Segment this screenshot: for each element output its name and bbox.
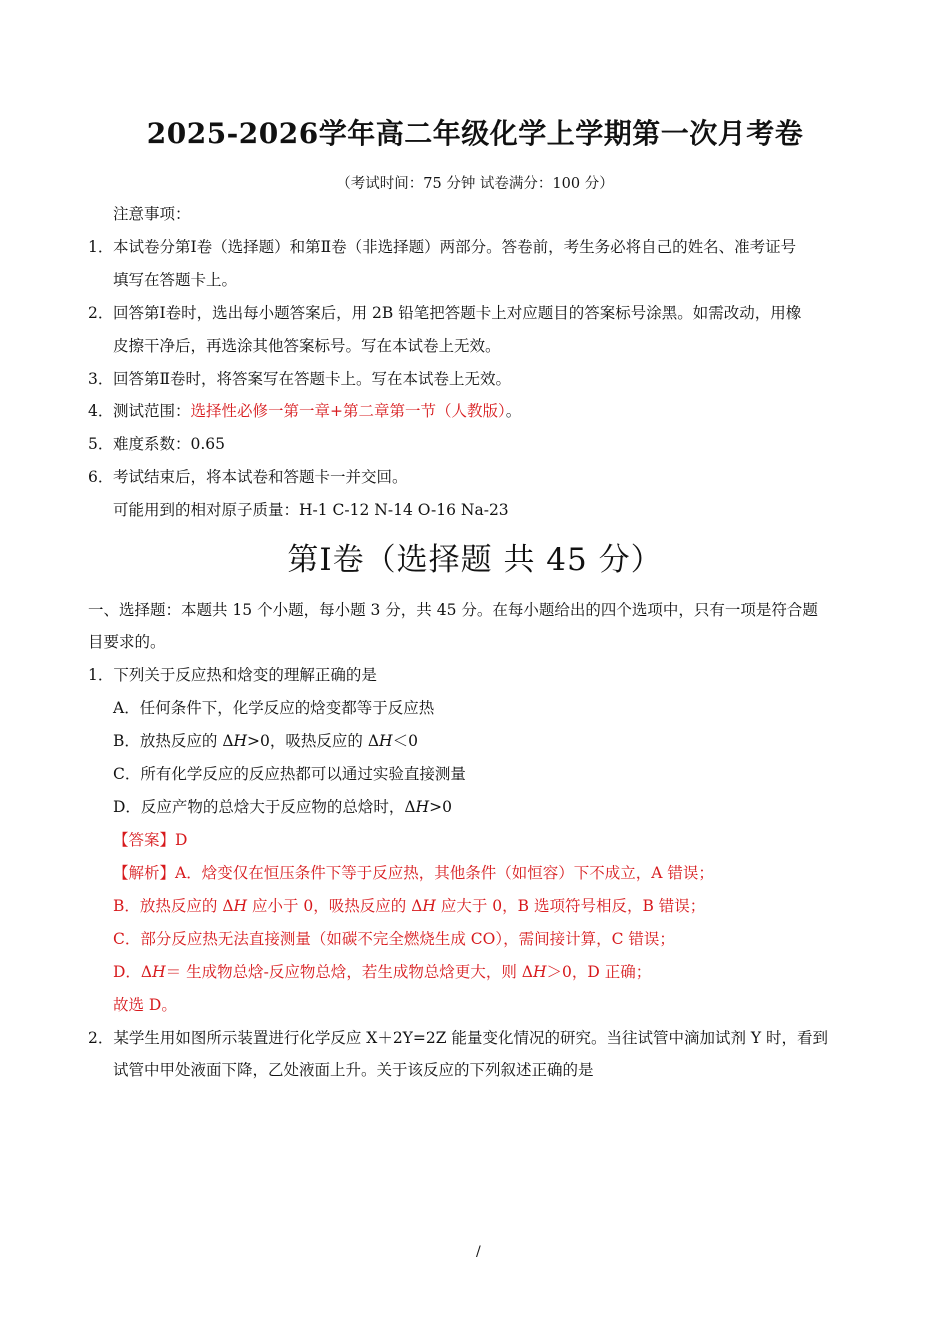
note-3-line1: 回答第Ⅱ卷时，将答案写在答题卡上。写在本试卷上无效。 xyxy=(113,370,512,388)
note-2-line2: 皮擦干净后，再选涂其他答案标号。写在本试卷上无效。 xyxy=(113,337,501,355)
explanation-d-text-1: D．Δ xyxy=(113,963,153,981)
explanation-a xyxy=(113,863,714,883)
explanation-b xyxy=(113,896,705,916)
enthalpy-symbol: H xyxy=(233,732,248,750)
explanation-b-text-2: 应小于 0，吸热反应的 Δ xyxy=(247,897,423,915)
explanation-b-text-3: 应大于 0，B 选项符号相反，B 错误； xyxy=(435,897,706,915)
notes-heading: 注意事项： xyxy=(113,205,191,223)
enthalpy-symbol: H xyxy=(422,897,436,915)
question-1-answer: 【答案】D xyxy=(113,831,188,849)
question-1-option-c: C．所有化学反应的反应热都可以通过实验直接测量 xyxy=(113,765,466,783)
note-4-line xyxy=(113,401,521,421)
note-4-prefix: 测试范围： xyxy=(113,402,191,420)
option-b-text-3: ＜0 xyxy=(392,732,418,750)
question-2-stem-line1: 2．某学生用如图所示装置进行化学反应 X＋2Y=2Z 能量变化情况的研究。当往试管中滴加试剂 Y 时，看到 xyxy=(88,1029,829,1047)
enthalpy-symbol: H xyxy=(415,798,430,816)
enthalpy-symbol: H xyxy=(152,963,166,981)
note-1-line2: 填写在答题卡上。 xyxy=(113,271,238,289)
explanation-b-text-1: B．放热反应的 Δ xyxy=(113,897,234,915)
explanation-d xyxy=(113,962,651,982)
question-1-option-a: A．任何条件下，化学反应的焓变都等于反应热 xyxy=(113,699,435,717)
enthalpy-symbol: H xyxy=(532,963,547,981)
option-b-text-1: B．放热反应的 Δ xyxy=(113,732,234,750)
option-d-text-2: >0 xyxy=(429,798,453,816)
option-b-text-2: >0，吸热反应的 Δ xyxy=(247,732,380,750)
explanation-tag: 【解析】 xyxy=(113,864,176,882)
enthalpy-symbol: H xyxy=(233,897,248,915)
question-1-stem: 1．下列关于反应热和焓变的理解正确的是 xyxy=(88,666,377,684)
question-1-option-d xyxy=(113,797,452,817)
section-title: 第Ⅰ卷（选择题 共 45 分） xyxy=(287,542,663,578)
note-3-number: 3． xyxy=(88,370,114,388)
note-4-suffix: 。 xyxy=(505,402,522,420)
test-scope: 选择性必修一第一章+第二章第一节（人教版） xyxy=(190,402,506,420)
page-footer-mark: / xyxy=(476,1244,481,1260)
question-1-option-b xyxy=(113,731,418,751)
explanation-c: C．部分反应热无法直接测量（如碳不完全燃烧生成 CO），需间接计算，C 错误； xyxy=(113,930,675,948)
explanation-conclusion: 故选 D。 xyxy=(113,996,177,1014)
note-5-line1: 难度系数：0.65 xyxy=(113,435,226,453)
note-5-number: 5． xyxy=(88,435,114,453)
note-6-number: 6． xyxy=(88,468,114,486)
note-2-number: 2． xyxy=(88,304,114,322)
note-4-number: 4． xyxy=(88,402,114,420)
exam-subtitle: （考试时间：75 分钟 试卷满分：100 分） xyxy=(336,176,614,192)
note-6-line1: 考试结束后，将本试卷和答题卡一并交回。 xyxy=(113,468,408,486)
atomic-mass-line: 可能用到的相对原子质量：H-1 C-12 N-14 O-16 Na-23 xyxy=(113,501,509,519)
note-1-line1: 本试卷分第Ⅰ卷（选择题）和第Ⅱ卷（非选择题）两部分。答卷前，考生务必将自己的姓名、准考证号 xyxy=(113,238,797,256)
explanation-a-text: A．焓变仅在恒压条件下等于反应热，其他条件（如恒容）下不成立，A 错误； xyxy=(175,864,714,882)
exam-title: 2025-2026学年高二年级化学上学期第一次月考卷 xyxy=(146,117,804,150)
explanation-d-text-3: ＞0，D 正确； xyxy=(546,963,652,981)
section-instruction-line1: 一、选择题：本题共 15 个小题，每小题 3 分，共 45 分。在每小题给出的四个选项中，只有一项是符合题 xyxy=(88,601,818,619)
enthalpy-symbol: H xyxy=(379,732,393,750)
note-1-number: 1． xyxy=(88,238,114,256)
note-2-line1: 回答第Ⅰ卷时，选出每小题答案后，用 2B 铅笔把答题卡上对应题目的答案标号涂黑。如需改动，用橡 xyxy=(113,304,802,322)
option-d-text-1: D．反应产物的总焓大于反应物的总焓时，Δ xyxy=(113,798,416,816)
question-2-stem-line2: 试管中甲处液面下降，乙处液面上升。关于该反应的下列叙述正确的是 xyxy=(113,1061,594,1079)
section-instruction-line2: 目要求的。 xyxy=(88,633,166,651)
explanation-d-text-2: ＝ 生成物总焓-反应物总焓，若生成物总焓更大，则 Δ xyxy=(165,963,533,981)
